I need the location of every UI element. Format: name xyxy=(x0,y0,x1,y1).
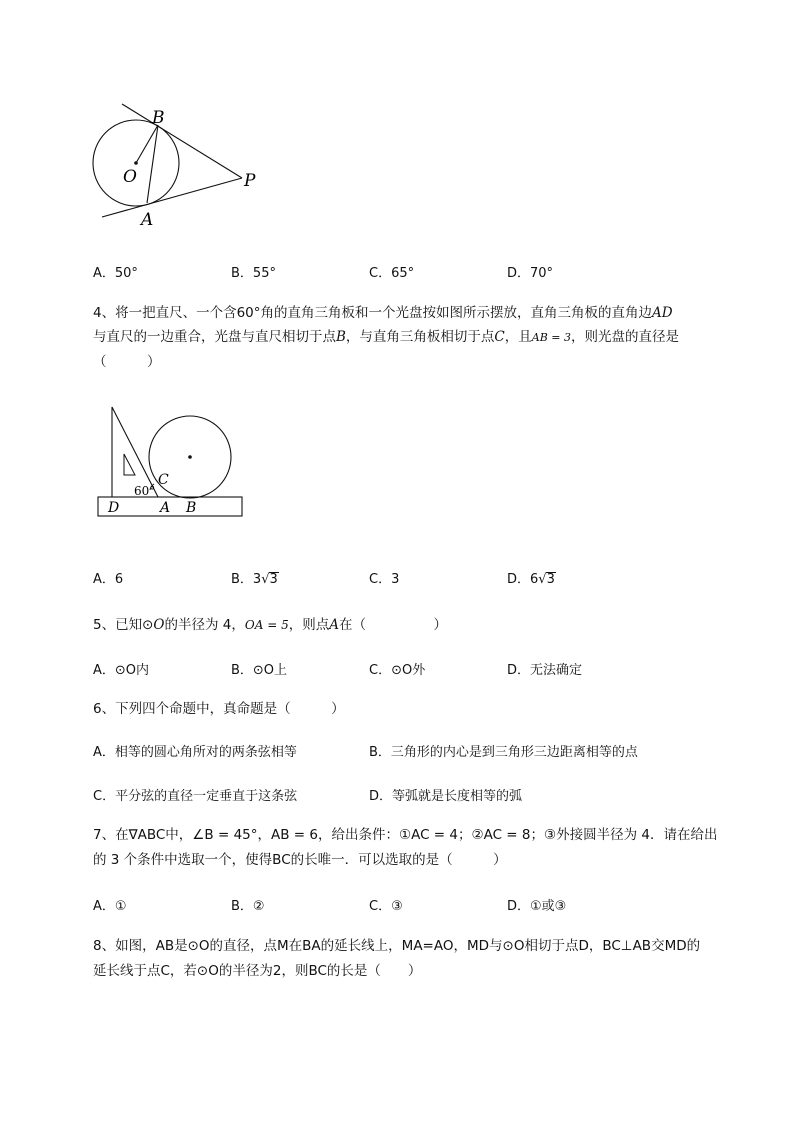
q4-option-b[interactable]: B．3√3 xyxy=(231,572,278,587)
q5-stem: 5、已知⊙O的半径为 4，OA = 5，则点A在（ ） xyxy=(93,617,447,633)
q4-option-d[interactable]: D．6√3 xyxy=(507,572,555,587)
q4-stem-line2: 与直尺的一边重合，光盘与直尺相切于点B，与直角三角板相切于点C，且AB = 3，则光盘的直径是 xyxy=(93,329,680,345)
q6-option-c[interactable]: C．平分弦的直径一定垂直于这条弦 xyxy=(93,789,298,804)
set-square-hole xyxy=(124,454,135,475)
disc-center xyxy=(188,455,192,459)
label-a: A xyxy=(160,500,171,516)
chord-ab xyxy=(147,125,158,203)
label-a: A xyxy=(141,210,154,230)
q3-option-c[interactable]: C．65° xyxy=(369,266,415,281)
q7-option-b[interactable]: B．② xyxy=(231,899,265,914)
q7-option-a[interactable]: A．① xyxy=(93,899,127,914)
q4-option-a[interactable]: A．6 xyxy=(93,572,124,587)
label-p: P xyxy=(244,171,256,191)
q3-option-d[interactable]: D．70° xyxy=(507,266,554,281)
radius-ob xyxy=(136,125,158,163)
label-b: B xyxy=(186,500,197,516)
q8-stem-line2: 延长线于点C，若⊙O的半径为2，则BC的长是（ ） xyxy=(93,963,422,979)
label-d: D xyxy=(108,500,120,516)
q6-option-a[interactable]: A．相等的圆心角所对的两条弦相等 xyxy=(93,745,297,760)
q3-option-b[interactable]: B．55° xyxy=(231,266,276,281)
q5-option-b[interactable]: B．⊙O上 xyxy=(231,663,288,678)
q5-option-c[interactable]: C．⊙O外 xyxy=(369,663,426,678)
q4-stem-line3: （ ） xyxy=(93,354,161,370)
tangent-pb xyxy=(122,104,242,178)
q6-option-d[interactable]: D．等弧就是长度相等的弧 xyxy=(369,789,523,804)
q3-option-a[interactable]: A．50° xyxy=(93,266,138,281)
label-o: O xyxy=(123,167,137,187)
q7-option-d[interactable]: D．①或③ xyxy=(507,899,567,914)
label-b: B xyxy=(152,108,165,128)
q6-option-b[interactable]: B．三角形的内心是到三角形三边距离相等的点 xyxy=(369,745,638,760)
figure-ruler-triangle-disc xyxy=(90,400,250,525)
q8-stem-line1: 8、如图，AB是⊙O的直径，点M在BA的延长线上，MA=AO，MD与⊙O相切于点D，BC⊥AB交MD的 xyxy=(93,938,701,954)
q7-option-c[interactable]: C．③ xyxy=(369,899,403,914)
label-c: C xyxy=(158,472,169,488)
q5-option-a[interactable]: A．⊙O内 xyxy=(93,663,150,678)
q7-stem-line1: 7、在∇ABC中，∠B = 45°，AB = 6，给出条件：①AC = 4；②AC = 8；③外接圆半径为 4．请在给出 xyxy=(93,827,718,843)
label-angle: 60° xyxy=(134,484,156,498)
figure-tangent-circle xyxy=(80,95,280,235)
center-dot xyxy=(134,161,138,165)
q5-option-d[interactable]: D．无法确定 xyxy=(507,663,583,678)
q4-stem-line1: 4、将一把直尺、一个含60°角的直角三角板和一个光盘按如图所示摆放，直角三角板的直角边AD xyxy=(93,305,673,321)
q4-option-c[interactable]: C．3 xyxy=(369,572,400,587)
q7-stem-line2: 的 3 个条件中选取一个，使得BC的长唯一．可以选取的是（ ） xyxy=(93,852,507,868)
q6-stem: 6、下列四个命题中，真命题是（ ） xyxy=(93,701,345,717)
